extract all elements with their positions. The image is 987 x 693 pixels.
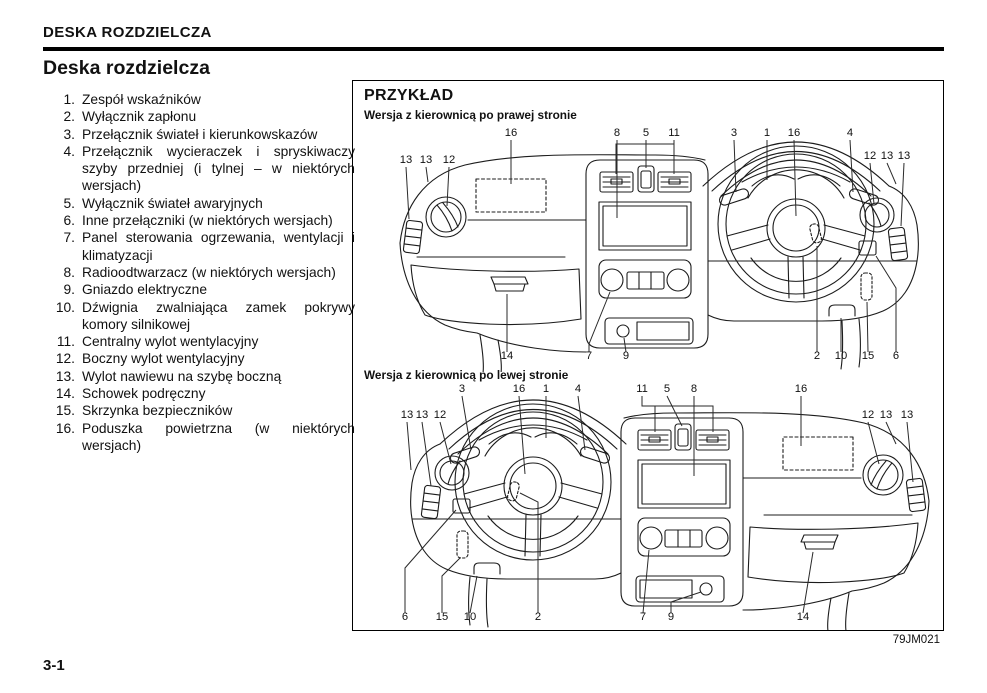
callout-number-4: 4 <box>574 383 582 395</box>
callout-number-13: 13 <box>897 150 911 162</box>
callout-number-13: 13 <box>900 409 914 421</box>
callout-leader-12 <box>870 163 874 204</box>
list-item <box>43 350 355 367</box>
list-item-number: 14. <box>55 386 75 402</box>
callout-leader-6 <box>876 256 896 352</box>
list-item-label: Wylot nawiewu na szybę boczną <box>82 368 282 384</box>
list-item-label: Poduszka powietrzna (w niektórych wersjach) <box>82 420 355 453</box>
callout-number-14: 14 <box>500 350 514 362</box>
list-item-label: Dźwignia zwalniająca zamek pokrywy komory silnikowej <box>82 299 355 332</box>
chapter-header: DESKA ROZDZIELCZA <box>43 24 212 41</box>
list-item-label: Gniazdo elektryczne <box>82 282 208 298</box>
callout-number-12: 12 <box>442 154 456 166</box>
list-item-number: 9. <box>63 282 75 298</box>
header-rule <box>43 47 944 51</box>
page-number: 3-1 <box>43 657 65 674</box>
callout-number-4: 4 <box>846 127 854 139</box>
callout-leader-13 <box>406 167 409 219</box>
dashboard-diagram-lhd <box>353 380 943 630</box>
list-item <box>43 281 355 298</box>
list-item-number: 16. <box>55 420 75 436</box>
list-item-label: Schowek podręczny <box>82 386 206 402</box>
callout-number-5: 5 <box>642 127 650 139</box>
list-item <box>43 264 355 281</box>
list-item <box>43 229 355 264</box>
callout-number-12: 12 <box>433 409 447 421</box>
callout-number-14: 14 <box>796 611 810 623</box>
figure-example-label: PRZYKŁAD <box>364 87 454 104</box>
callout-number-2: 2 <box>534 611 542 623</box>
list-item-label: Centralny wylot wentylacyjny <box>82 334 259 350</box>
list-item-label: Wyłącznik świateł awaryjnych <box>82 195 263 211</box>
list-item-number: 4. <box>63 143 75 159</box>
list-item-number: 6. <box>63 213 75 229</box>
callout-leader-4 <box>850 140 853 192</box>
list-item <box>43 368 355 385</box>
list-item-number: 5. <box>63 195 75 211</box>
list-item <box>43 195 355 212</box>
list-item <box>43 385 355 402</box>
list-item <box>43 91 355 108</box>
list-item <box>43 402 355 419</box>
callout-number-11: 11 <box>668 127 680 139</box>
callout-number-5: 5 <box>663 383 671 395</box>
callout-number-8: 8 <box>690 383 698 395</box>
figure-frame <box>352 80 944 631</box>
list-item-label: Panel sterowania ogrzewania, wentylacji i klimatyzacji <box>82 230 355 263</box>
parts-list <box>43 91 355 454</box>
callout-number-13: 13 <box>400 409 414 421</box>
callout-leader-16 <box>519 396 525 474</box>
callout-number-1: 1 <box>763 127 771 139</box>
callout-number-13: 13 <box>415 409 429 421</box>
list-item-label: Przełącznik wycieraczek i spryskiwaczy szyby przedniej (i tylnej – w niektórych wersjach) <box>82 143 355 194</box>
callout-number-12: 12 <box>863 150 877 162</box>
list-item <box>43 126 355 143</box>
callouts-lhd <box>401 383 913 623</box>
list-item-number: 3. <box>63 126 75 142</box>
callout-leader-15 <box>442 558 460 613</box>
list-item <box>43 333 355 350</box>
list-item <box>43 108 355 125</box>
dashboard-diagram-rhd <box>353 122 943 372</box>
callout-number-7: 7 <box>585 350 593 362</box>
callout-number-11: 11 <box>636 383 648 395</box>
callout-number-16: 16 <box>794 383 808 395</box>
list-item-number: 2. <box>63 109 75 125</box>
callout-number-15: 15 <box>861 350 875 362</box>
list-item-label: Skrzynka bezpieczników <box>82 403 233 419</box>
callout-number-13: 13 <box>399 154 413 166</box>
callout-leader-13 <box>407 422 411 470</box>
diagram-title-rhd: Wersja z kierownicą po prawej stronie <box>364 108 577 122</box>
callout-leader-11 <box>616 144 674 174</box>
callout-number-13: 13 <box>879 409 893 421</box>
callout-number-10: 10 <box>463 611 477 623</box>
callout-number-3: 3 <box>458 383 466 395</box>
callout-leader-13 <box>422 422 431 486</box>
callout-leader-2 <box>520 493 538 613</box>
list-item-label: Przełącznik świateł i kierunkowskazów <box>82 126 318 142</box>
callout-number-3: 3 <box>730 127 738 139</box>
list-item-number: 13. <box>55 368 75 384</box>
diagram-title-lhd: Wersja z kierownicą po lewej stronie <box>364 368 569 382</box>
list-item-number: 11. <box>56 334 75 350</box>
callout-number-1: 1 <box>542 383 550 395</box>
callout-number-16: 16 <box>512 383 526 395</box>
callout-number-9: 9 <box>622 350 630 362</box>
list-item-label: Zespół wskaźników <box>82 92 201 107</box>
list-item <box>43 420 355 455</box>
list-item-label: Inne przełączniki (w niektórych wersjach) <box>82 213 333 229</box>
list-item <box>43 212 355 229</box>
list-item-number: 12. <box>55 351 75 367</box>
callout-leader-6 <box>405 510 456 613</box>
callout-number-16: 16 <box>504 127 518 139</box>
list-item-label: Radioodtwarzacz (w niektórych wersjach) <box>82 264 336 280</box>
callout-number-7: 7 <box>639 611 647 623</box>
list-item <box>43 143 355 195</box>
callout-leader-13 <box>426 167 428 182</box>
callout-number-16: 16 <box>787 127 801 139</box>
callout-number-6: 6 <box>401 611 409 623</box>
callout-leader-10 <box>470 576 477 613</box>
callout-leader-7 <box>643 550 649 613</box>
callout-leader-13 <box>901 163 904 226</box>
callout-leader-13 <box>907 422 913 482</box>
list-item <box>43 299 355 334</box>
callout-number-12: 12 <box>861 409 875 421</box>
callout-number-13: 13 <box>880 150 894 162</box>
list-item-number: 10. <box>55 299 75 315</box>
callout-number-15: 15 <box>435 611 449 623</box>
list-item-label: Boczny wylot wentylacyjny <box>82 351 245 367</box>
callout-number-13: 13 <box>419 154 433 166</box>
callout-leader-12 <box>447 167 449 206</box>
callout-leader-5 <box>667 396 682 426</box>
list-item-label: Wyłącznik zapłonu <box>82 109 197 125</box>
callout-leader-13 <box>887 163 896 184</box>
section-title: Deska rozdzielcza <box>43 57 210 79</box>
list-item-number: 8. <box>63 264 75 280</box>
callout-leader-15 <box>867 302 868 352</box>
callout-number-6: 6 <box>892 350 900 362</box>
list-item-number: 7. <box>63 230 75 246</box>
callout-number-10: 10 <box>834 350 848 362</box>
figure-code: 79JM021 <box>892 634 940 646</box>
list-item-number: 15. <box>55 403 75 419</box>
list-item-number: 1. <box>63 92 75 107</box>
callout-number-2: 2 <box>813 350 821 362</box>
callout-number-8: 8 <box>613 127 621 139</box>
callout-number-9: 9 <box>667 611 675 623</box>
